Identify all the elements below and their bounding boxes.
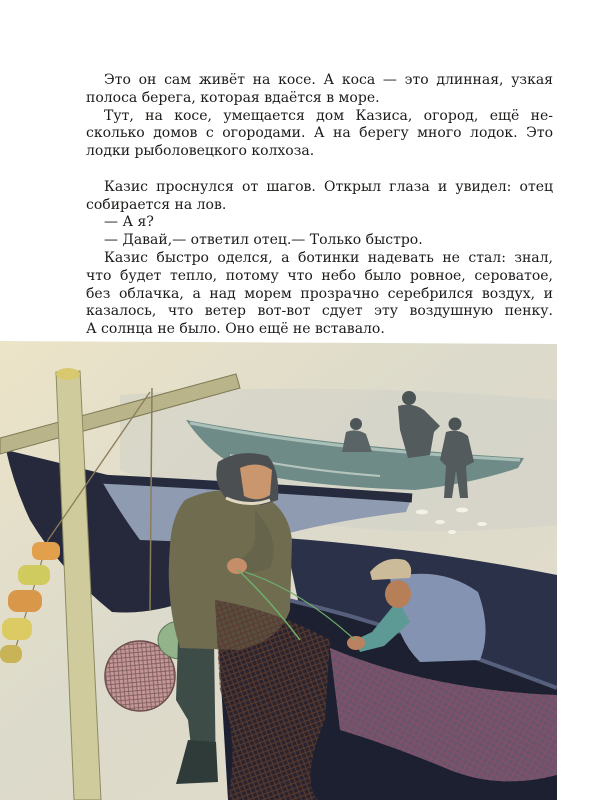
net-float <box>0 645 22 663</box>
right-fisherman-face <box>385 580 411 608</box>
far-figure-head <box>350 418 362 430</box>
paragraph-4 <box>86 250 553 339</box>
text-line: А солнца не было. Оно ещё не вставало. <box>86 321 385 338</box>
paragraph-1 <box>86 72 553 108</box>
paragraph-3 <box>86 179 553 215</box>
paragraph-2 <box>86 108 553 161</box>
pole-cap <box>56 368 80 380</box>
dialogue-line-2 <box>86 232 553 250</box>
right-fisherman-hand <box>347 636 365 650</box>
text-line: лодки рыболовецкого колхоза. <box>86 143 315 160</box>
water-sparkle <box>456 508 468 513</box>
net-float <box>8 590 42 612</box>
text-line: Тут, на косе, умещается дом Казиса, огород, ещё не- <box>104 107 553 124</box>
water-sparkle <box>477 522 487 526</box>
dialogue-line-1 <box>86 214 553 232</box>
net-float <box>32 542 60 560</box>
text-line: что будет тепло, потому что небо было ровное, сероватое, <box>86 267 553 284</box>
text-line: Это он сам живёт на косе. А коса — это длинная, узкая <box>104 72 553 88</box>
left-fisherman-hand <box>227 558 247 574</box>
text-line: — Давай,— ответил отец.— Только быстро. <box>104 232 423 249</box>
far-figure-head <box>402 391 416 405</box>
water-sparkle <box>448 530 456 534</box>
story-text <box>86 72 553 339</box>
text-line: Казис проснулся от шагов. Открыл глаза и увидел: отец <box>104 178 553 195</box>
net-float <box>2 618 32 640</box>
left-fisherman-face <box>240 464 272 499</box>
text-line: Казис быстро оделся, а ботинки надевать не стал: знал, <box>104 249 553 266</box>
text-line: без облачка, а над морем прозрачно серебрился воздух, и <box>86 285 553 302</box>
net-float <box>18 565 50 585</box>
text-line: собирается на лов. <box>86 196 227 213</box>
far-figure-head <box>449 418 462 431</box>
text-line: сколько домов с огородами. А на берегу много лодок. Это <box>86 125 553 142</box>
text-line: — А я? <box>104 214 154 231</box>
fishermen-illustration <box>0 341 557 800</box>
text-line: казалось, что ветер вот-вот сдует эту воздушную пенку. <box>86 303 553 320</box>
water-sparkle <box>416 510 428 515</box>
water-sparkle <box>435 520 445 524</box>
text-line: полоса берега, которая вдаётся в море. <box>86 89 380 106</box>
